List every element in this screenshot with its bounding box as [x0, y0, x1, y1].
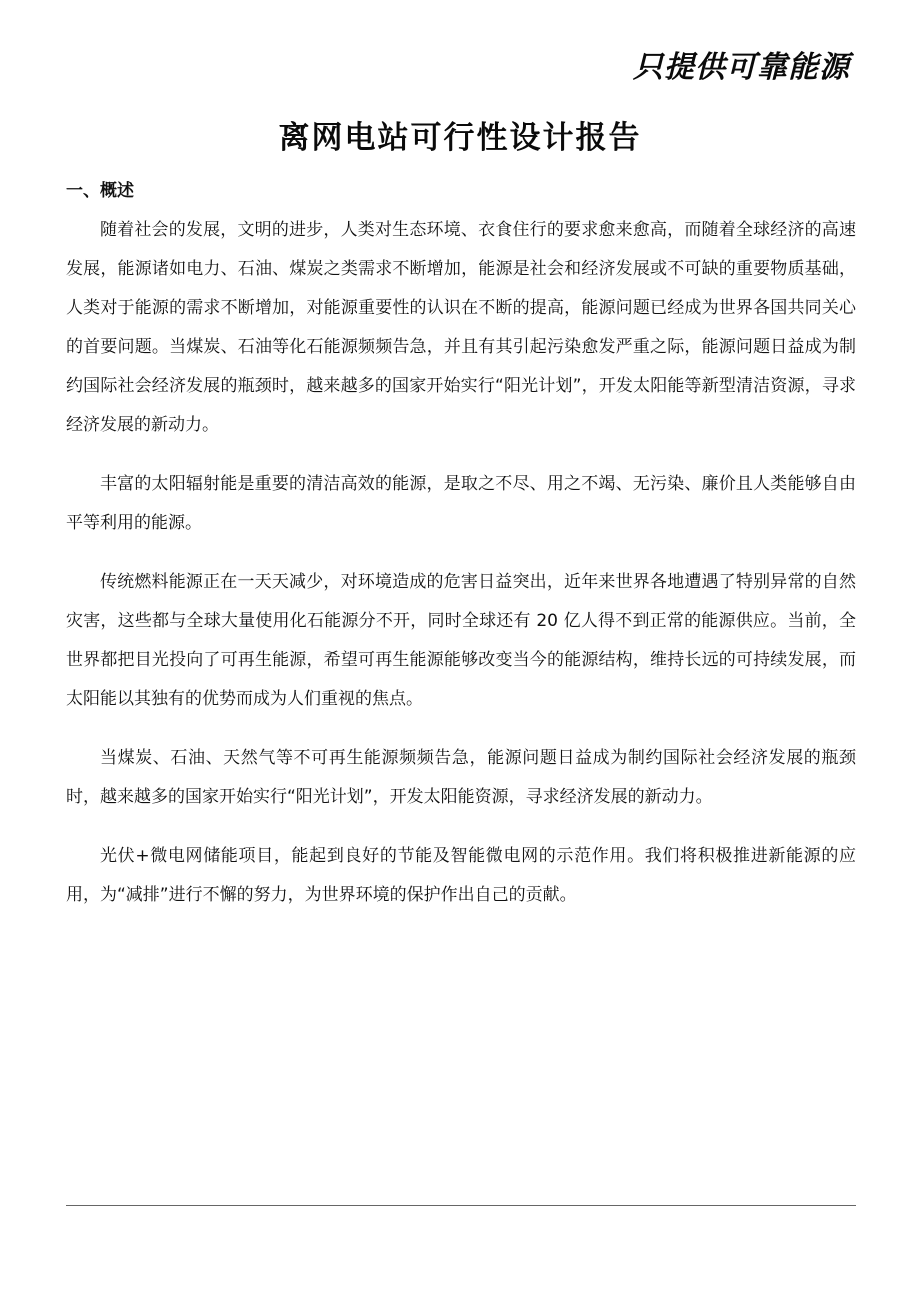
paragraph-1: 随着社会的发展，文明的进步，人类对生态环境、衣食住行的要求愈来愈高，而随着全球经济的高速发展，能源诸如电力、石油、煤炭之类需求不断增加，能源是社会和经济发展或不可缺的重要物质基础，人类对于能源的需求不断增加，对能源重要性的认识在不断的提高，能源问题已经成为世界各国共同关心的首要问题。当煤炭、石油等化石能源频频告急，并且有其引起污染愈发严重之际，能源问题日益成为制约国际社会经济发展的瓶颈时，越来越多的国家开始实行“阳光计划”，开发太阳能等新型清洁资源，寻求经济发展的新动力。 — [66, 220, 856, 435]
paragraph-4: 当煤炭、石油、天然气等不可再生能源频频告急，能源问题日益成为制约国际社会经济发展的瓶颈时，越来越多的国家开始实行“阳光计划”，开发太阳能资源，寻求经济发展的新动力。 — [66, 748, 856, 807]
body-text — [66, 211, 856, 915]
paragraph-3: 传统燃料能源正在一天天减少，对环境造成的危害日益突出，近年来世界各地遭遇了特别异常的自然灾害，这些都与全球大量使用化石能源分不开，同时全球还有 20 亿人得不到正常的能源供应。当前，全世界都把目光投向了可再生能源，希望可再生能源能够改变当今的能源结构，维持长远的可持续发展，而太阳能以其独有的优势而成为人们重视的焦点。 — [66, 572, 856, 709]
page-title: 离网电站可行性设计报告 — [278, 120, 642, 156]
footer-divider — [66, 1205, 856, 1206]
brand-slogan: 只提供可靠能源 — [633, 50, 850, 85]
paragraph-2: 丰富的太阳辐射能是重要的清洁高效的能源，是取之不尽、用之不竭、无污染、廉价且人类能够自由平等利用的能源。 — [66, 474, 856, 533]
section-heading-overview: 一、概述 — [66, 181, 134, 201]
paragraph-5: 光伏+微电网储能项目，能起到良好的节能及智能微电网的示范作用。我们将积极推进新能源的应用，为“减排”进行不懈的努力，为世界环境的保护作出自己的贡献。 — [66, 846, 856, 905]
